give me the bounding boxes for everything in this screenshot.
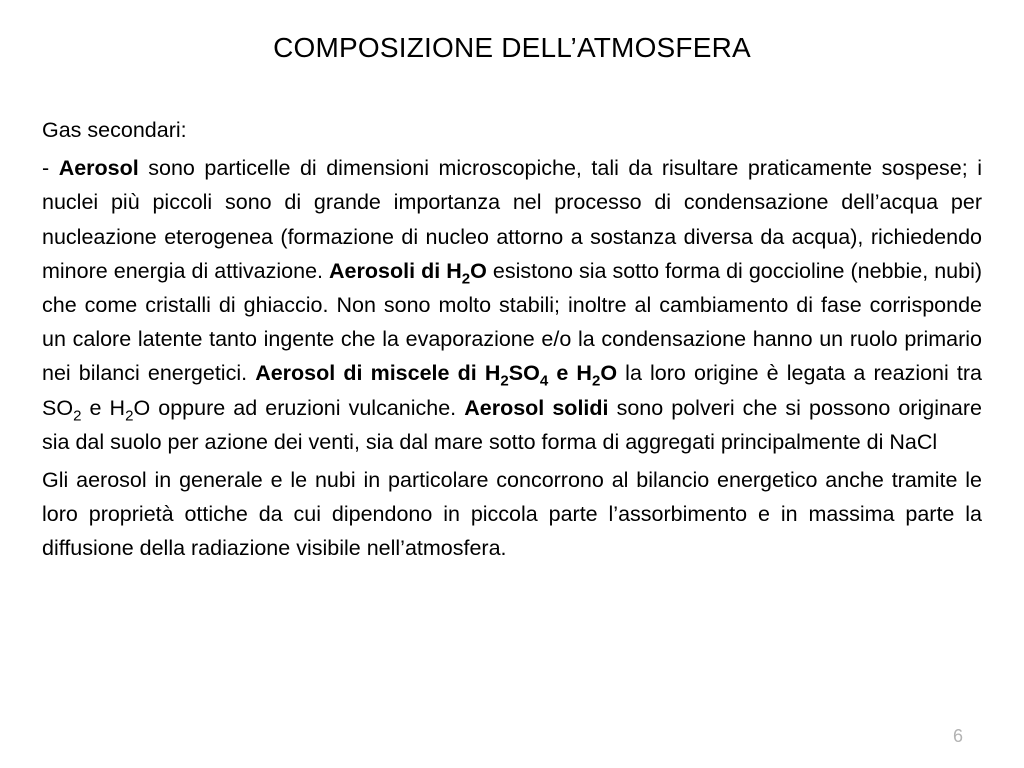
slide-title: COMPOSIZIONE DELL’ATMOSFERA xyxy=(273,32,751,63)
subscript: 2 xyxy=(461,270,471,288)
subscript: 2 xyxy=(125,406,134,424)
text-run: O oppure ad eruzioni vulcaniche. xyxy=(133,395,465,420)
term-aerosol: Aerosol xyxy=(58,156,139,181)
page-number: 6 xyxy=(952,726,963,746)
term-aerosoli-h2o xyxy=(329,258,487,288)
text-run: sono polveri che si possono originare sia dal suolo per azione dei venti, sia dal mare sotto forma di aggregati principalmente di NaCl xyxy=(42,395,982,454)
formula-part: O xyxy=(470,258,487,283)
text-run: sono particelle di dimensioni microscopiche, tali da risultare praticamente sospese; i nuclei più piccoli sono di grande importanza nel processo di condensazione dell’acqua per nucleazione eterogenea (formazione di nucleo attorno a sostanza diversa da acqua), richiedendo minore energia di attivazione. xyxy=(42,156,982,283)
slide-body xyxy=(42,113,982,566)
formula-part: Aerosol di miscele di H xyxy=(255,361,501,386)
formula-part: Aerosoli di H xyxy=(329,258,462,283)
subscript: 2 xyxy=(500,372,509,390)
text-run: esistono sia sotto forma di goccioline (nebbie, nubi) che come cristalli di ghiaccio. Non sono molto stabili; inoltre al cambiamento di fase corrisponde un calore latente tanto ingente che la evaporazione e/o la condensazione hanno un ruolo primario nei bilanci energetici. xyxy=(42,258,983,386)
text-run: la loro origine è legata a reazioni tra SO xyxy=(42,361,983,420)
subscript: 2 xyxy=(73,406,82,424)
subscript: 4 xyxy=(539,372,549,390)
paragraph-conclusion: Gli aerosol in generale e le nubi in particolare concorrono al bilancio energetico anche tramite le loro proprietà ottiche da cui dipendono in piccola parte l’assorbimento e in massima parte la diffusione della radiazione visibile nell’atmosfera. xyxy=(42,468,982,561)
formula-part: O xyxy=(600,361,618,386)
text-run: e H xyxy=(81,395,126,420)
list-dash: - xyxy=(42,156,59,181)
paragraph-aerosol xyxy=(42,151,982,459)
term-aerosol-solidi: Aerosol solidi xyxy=(464,395,609,420)
formula-part: SO xyxy=(508,361,540,386)
section-heading: Gas secondari: xyxy=(42,118,187,142)
subscript: 2 xyxy=(591,372,601,390)
term-aerosol-miscele xyxy=(255,361,618,390)
formula-part: e H xyxy=(548,361,592,386)
